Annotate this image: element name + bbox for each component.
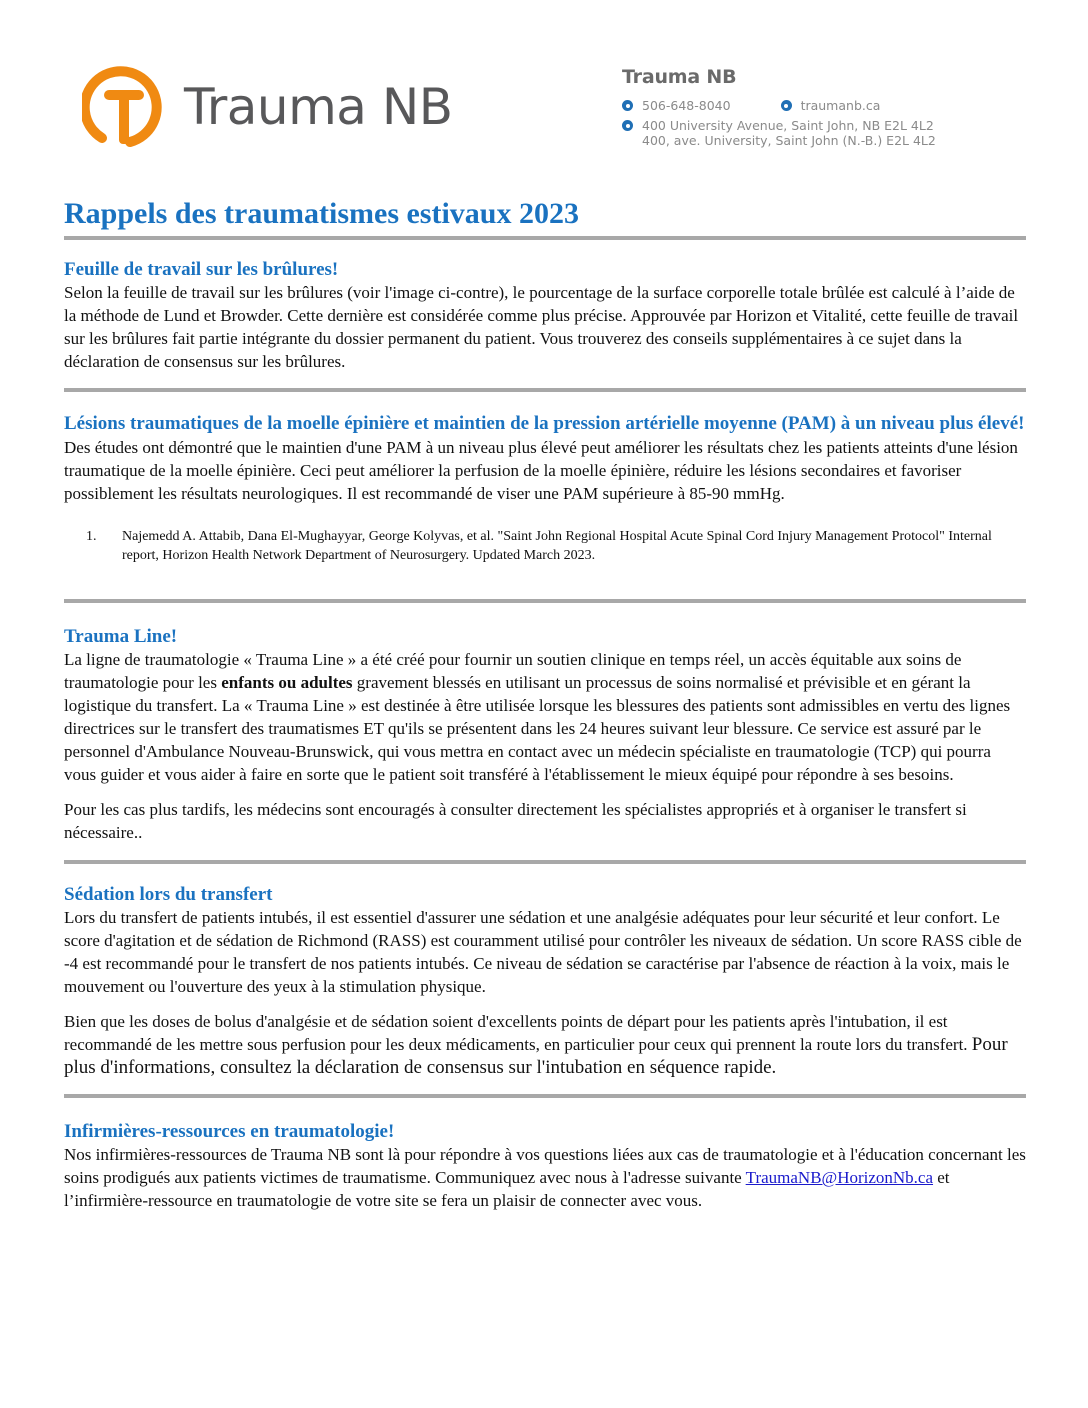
location-pin-icon	[622, 120, 633, 131]
text-run: gravement blessés en utilisant un processus de soins normalisé et prévisible et en gérant la logistique du transfert. La « Trauma Line » est destinée à être utilisée lorsque les blessures des patients sont admissibles en vertu des lignes directrices sur le transfert des traumatismes ET qu'ils se présentent dans les 24 heures suivant leur blessure. Ce service est assuré par le personnel d'Ambulance Nouveau-Brunswick, qui vous mettra en contact avec un médecin spécialiste en traumatologie (TCP) qui pourra vous guider et vous aider à faire en sorte que le patient soit transféré à l'établissement le mieux équipé pour répondre à ses besoins.	[64, 673, 1011, 784]
text-run: Nos infirmières-ressources de Trauma NB sont là pour répondre à vos questions liées aux cas de traumatologie et à l'éducation concernant les soins prodigués aux patients victimes de traumatisme. Communiquez avec nous à l'adresse suivante	[64, 1145, 1026, 1187]
contact-block	[622, 66, 936, 153]
section-divider	[64, 599, 1026, 603]
section-sedation-transfer	[64, 883, 1026, 1079]
section-heading: Feuille de travail sur les brûlures!	[64, 259, 339, 280]
contact-row-phone-web	[622, 98, 936, 113]
contact-title: Trauma NB	[622, 66, 737, 88]
emphasis-text: enfants ou adultes	[221, 673, 353, 692]
section-paragraph	[64, 1143, 1026, 1212]
letterhead	[0, 0, 1088, 190]
reference-item	[86, 527, 1026, 565]
section-heading: Trauma Line!	[64, 626, 178, 647]
trauma-nb-logo	[82, 64, 453, 150]
section-spinal-cord-map	[64, 411, 1026, 565]
reference-text: Najemedd A. Attabib, Dana El-Mughayyar, George Kolyvas, et al. "Saint John Regional Hospital Acute Spinal Cord Injury Management Protocol" Internal report, Horizon Health Network Department of Neurosurgery. Updated March 2023.	[122, 529, 992, 563]
section-paragraph	[64, 1010, 1026, 1079]
logo-wordmark: Trauma NB	[184, 78, 453, 136]
trauma-nb-logo-icon	[82, 64, 166, 150]
address-english: 400 University Avenue, Saint John, NB E2L 4L2	[642, 118, 934, 133]
title-divider	[64, 236, 1026, 240]
section-paragraph: Selon la feuille de travail sur les brûlures (voir l'image ci-contre), le pourcentage de la surface corporelle totale brûlée est calculé à l’aide de la méthode de Lund et Browder. Cette dernière est considérée comme plus précise. Approuvée par Horizon et Vitalité, cette feuille de travail sur les brûlures fait partie intégrante du dossier permanent du patient. Vous trouverez des conseils supplémentaires à ce sujet dans la déclaration de consensus sur les brûlures.	[64, 283, 1019, 371]
section-heading: Lésions traumatiques de la moelle épinière et maintien de la pression artérielle moyenne (PAM) à un niveau plus élevé!	[64, 413, 1025, 434]
text-run: La ligne de traumatologie « Trauma Line » a été créé pour fournir un soutien clinique en temps réel, un accès équitable aux soins de traumatologie pour les	[64, 650, 962, 692]
document-body	[64, 196, 1026, 1212]
website-link[interactable]: traumanb.ca	[800, 98, 881, 113]
section-heading: Sédation lors du transfert	[64, 884, 273, 905]
email-link[interactable]: TraumaNB@HorizonNb.ca	[745, 1168, 934, 1187]
text-run: Bien que les doses de bolus d'analgésie et de sédation soient d'excellents points de départ pour les patients après l'intubation, il est recommandé de les mettre sous perfusion pour les deux médicaments, en particulier pour ceux qui prennent la route lors du transfert.	[64, 1012, 972, 1054]
section-divider	[64, 1094, 1026, 1098]
section-heading: Infirmières-ressources en traumatologie!	[64, 1121, 395, 1142]
section-paragraph: Lors du transfert de patients intubés, il est essentiel d'assurer une sédation et une analgésie adéquates pour leur sécurité et leur confort. Le score d'agitation et de sédation de Richmond (RASS) est couramment utilisé pour contrôler les niveaux de sédation. Un score RASS cible de -4 est recommandé pour le transfert de nos patients intubés. Ce niveau de sédation se caractérise par l'absence de réaction à la voix, mais le mouvement ou l'ouverture des yeux à la stimulation physique.	[64, 908, 1022, 996]
consensus-reference-text: Pour plus d'informations, consultez la déclaration de consensus sur l'intubation en séquence rapide.	[64, 1034, 1008, 1078]
section-trauma-nurses	[64, 1120, 1026, 1212]
section-paragraph: Pour les cas plus tardifs, les médecins sont encouragés à consulter directement les spécialistes appropriés et à organiser le transfert si nécessaire..	[64, 800, 967, 842]
phone-icon	[622, 100, 633, 111]
contact-row-address	[622, 118, 936, 148]
page-title: Rappels des traumatismes estivaux 2023	[64, 197, 579, 230]
phone-number: 506-648-8040	[642, 98, 731, 113]
section-paragraph: Des études ont démontré que le maintien d'une PAM à un niveau plus élevé peut améliorer les résultats chez les patients atteints d'une lésion traumatique de la moelle épinière. Ceci peut améliorer la perfusion de la moelle épinière, réduire les lésions secondaires et favoriser possiblement les résultats neurologiques. Il est recommandé de viser une PAM supérieure à 85-90 mmHg.	[64, 438, 1018, 503]
section-burns-worksheet	[64, 258, 1026, 373]
address-french: 400, ave. University, Saint John (N.-B.) E2L 4L2	[642, 133, 936, 148]
section-paragraph	[64, 648, 1026, 786]
web-icon	[781, 100, 792, 111]
reference-number: 1.	[86, 529, 97, 544]
section-divider	[64, 860, 1026, 864]
section-divider	[64, 388, 1026, 392]
text-run: et l’infirmière-ressource en traumatologie de votre site se fera un plaisir de connecter avec vous.	[64, 1168, 950, 1210]
section-trauma-line	[64, 625, 1026, 844]
